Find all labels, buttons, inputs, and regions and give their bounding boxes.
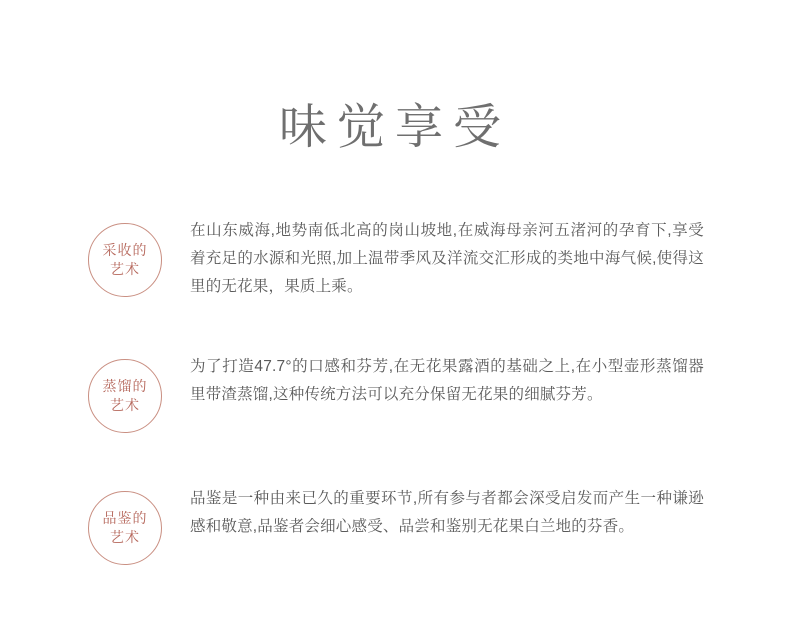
- section-harvest: [88, 217, 704, 301]
- badge-harvest-line2: 艺术: [110, 261, 140, 277]
- badge-tasting: [88, 491, 162, 565]
- badge-harvest-line1: 采收的: [102, 242, 148, 258]
- badge-harvest: [88, 223, 162, 297]
- badge-distillation-line2: 艺术: [110, 397, 140, 413]
- section-harvest-text: 在山东威海,地势南低北高的岗山坡地,在威海母亲河五渚河的孕育下,享受着充足的水源和光照,加上温带季风及洋流交汇形成的类地中海气候,使得这里的无花果，果质上乘。: [190, 222, 704, 295]
- badge-tasting-line1: 品鉴的: [102, 510, 148, 526]
- section-distillation: [88, 353, 704, 433]
- section-distillation-text: 为了打造47.7°的口感和芬芳,在无花果露酒的基础之上,在小型壶形蒸馏器里带渣蒸馏,这种传统方法可以充分保留无花果的细腻芬芳。: [190, 358, 704, 403]
- section-tasting: [88, 485, 704, 565]
- badge-distillation-line1: 蒸馏的: [102, 378, 148, 394]
- badge-tasting-line2: 艺术: [110, 529, 140, 545]
- sections-list: [0, 217, 790, 565]
- page-title: 味觉享受: [278, 101, 511, 154]
- badge-distillation: [88, 359, 162, 433]
- section-tasting-text: 品鉴是一种由来已久的重要环节,所有参与者都会深受启发而产生一种谦逊感和敬意,品鉴者会细心感受、品尝和鉴别无花果白兰地的芬香。: [190, 490, 704, 535]
